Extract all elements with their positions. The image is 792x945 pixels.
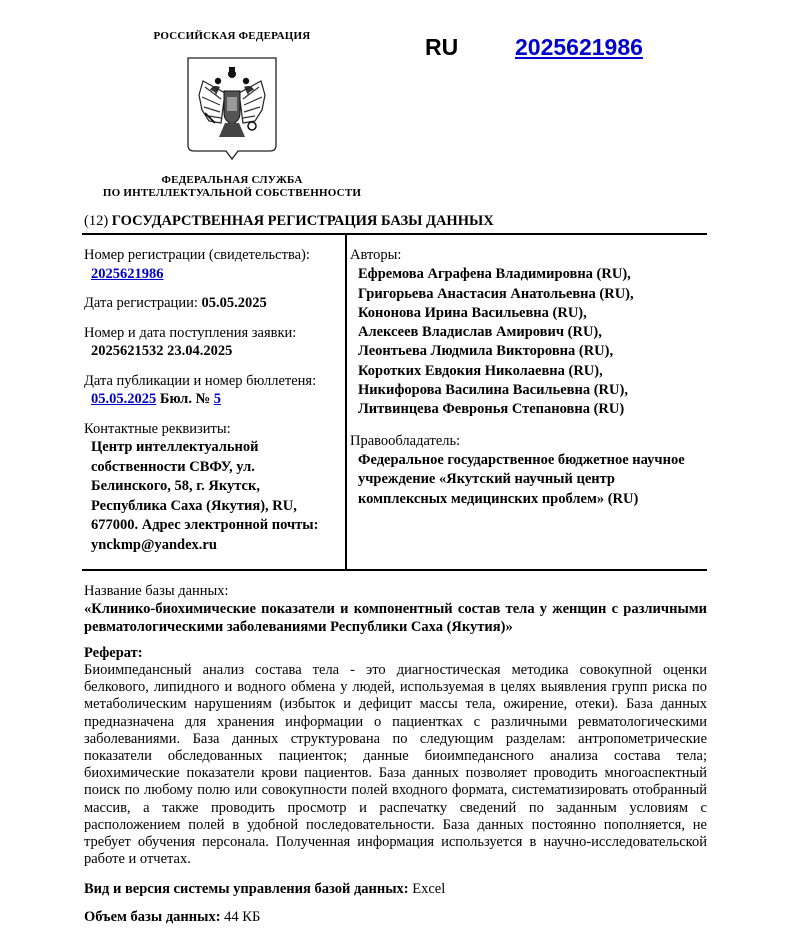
- database-size-field: [84, 908, 707, 926]
- registration-number-link[interactable]: 2025621986: [91, 265, 164, 282]
- rightholder-label: Правообладатель:: [350, 432, 461, 449]
- database-size-value: 44 КБ: [224, 909, 261, 926]
- bibliographic-left-column: [84, 246, 342, 566]
- kind-code: (12): [84, 213, 109, 229]
- contact-value: [84, 438, 342, 555]
- author-item: Алексеев Владислав Амирович (RU),: [358, 324, 602, 341]
- author-item: Никифорова Василина Васильевна (RU),: [358, 382, 628, 399]
- abstract-text: Биоимпедансный анализ состава тела - это диагностическая методика совокупной оценки белкового, липидного и водного обмена у людей, используемая в целях выявления групп риска по метаболическим нарушениям (избыток и дефицит массы тела, ожирение, отеки). База данных предназначена для хранения информации о пациентках с различными ревматологическими заболеваниями. База данных структурована по следующим разделам: антропометрические показатели обследованных пациенток; данные биоимпедансного анализа состава тела; биохимические показатели крови пациентов. База данных позволяет проводить многоаспектный поиск по любому полю или совокупности полей входного формата, систематизировать отобранный массив, а также проводить просмотр и распечатку сведений по заданным условиям с расположением полей в удобной последовательности. База данных постоянно пополняется, не требует обучения персонала. Полученная информация используется в научно-исследовательской работе и отчетах.: [84, 662, 707, 868]
- registration-date-label: Дата регистрации:: [84, 295, 198, 311]
- contact-line: Центр интеллектуальной: [91, 439, 259, 455]
- database-name-label: Название базы данных:: [84, 583, 229, 599]
- document-kind: [84, 213, 494, 230]
- application-label: Номер и дата поступления заявки:: [84, 324, 297, 341]
- database-size-label: Объем базы данных:: [84, 909, 221, 926]
- contact-line: Белинского, 58, г. Якутск,: [91, 478, 260, 494]
- authors-list: [350, 265, 710, 419]
- column-divider: [345, 234, 347, 569]
- author-item: Кононова Ирина Васильевна (RU),: [358, 304, 587, 321]
- registration-date-value: 05.05.2025: [201, 295, 267, 311]
- country-name: РОССИЙСКАЯ ФЕДЕРАЦИЯ: [153, 30, 311, 42]
- bulletin-number-link[interactable]: 5: [213, 391, 222, 407]
- contact-line: собственности СВФУ, ул.: [91, 458, 255, 475]
- document-number: [515, 34, 643, 61]
- contact-line: 677000. Адрес электронной почты:: [91, 517, 319, 533]
- agency-line-2: ПО ИНТЕЛЛЕКТУАЛЬНОЙ СОБСТВЕННОСТИ: [102, 187, 362, 199]
- publication-date-link[interactable]: 05.05.2025: [91, 391, 157, 407]
- country-code: RU: [425, 34, 459, 60]
- contact-email: ynckmp@yandex.ru: [91, 536, 217, 553]
- rightholder-value: [350, 451, 710, 509]
- dbms-field: [84, 880, 707, 898]
- author-item: Григорьева Анастасия Анатольевна (RU),: [358, 285, 634, 302]
- author-item: Леонтьева Людмила Викторовна (RU),: [358, 343, 614, 360]
- contact-line: Республика Саха (Якутия), RU,: [91, 497, 297, 514]
- russian-coat-of-arms-icon: [185, 55, 279, 162]
- contact-label: Контактные реквизиты:: [84, 420, 231, 437]
- publication-label: Дата публикации и номер бюллетеня:: [84, 372, 317, 389]
- rightholder-line: комплексных медицинских проблем» (RU): [358, 490, 639, 507]
- bulletin-prefix: Бюл. №: [159, 391, 211, 407]
- registration-date-field: [84, 294, 342, 313]
- bibliographic-right-column: [350, 246, 710, 509]
- author-item: Ефремова Аграфена Владимировна (RU),: [358, 266, 631, 283]
- registration-number-label: Номер регистрации (свидетельства):: [84, 247, 310, 263]
- authors-label: Авторы:: [350, 247, 402, 263]
- dbms-value: Excel: [412, 881, 446, 898]
- rightholder-line: учреждение «Якутский научный центр: [358, 471, 615, 488]
- table-bottom-rule: [82, 569, 707, 571]
- agency-name: [82, 174, 382, 200]
- database-description: [84, 582, 707, 926]
- publication-field: [84, 372, 342, 409]
- application-field: [84, 324, 342, 361]
- author-item: Литвинцева Февронья Степановна (RU): [358, 401, 625, 418]
- registration-number-field: [84, 246, 342, 283]
- contact-field: [84, 420, 342, 556]
- table-top-rule: [82, 233, 707, 235]
- rightholder-line: Федеральное государственное бюджетное научное: [358, 451, 685, 468]
- application-value: 2025621532 23.04.2025: [91, 343, 233, 359]
- agency-line-1: ФЕДЕРАЛЬНАЯ СЛУЖБА: [161, 174, 303, 186]
- kind-title: ГОСУДАРСТВЕННАЯ РЕГИСТРАЦИЯ БАЗЫ ДАННЫХ: [111, 213, 494, 229]
- document-number-link[interactable]: 2025621986: [515, 34, 643, 60]
- abstract-heading: Реферат:: [84, 645, 143, 661]
- dbms-label: Вид и версия системы управления базой данных:: [84, 881, 409, 898]
- author-item: Коротких Евдокия Николаевна (RU),: [358, 362, 603, 379]
- rightholder-field: [350, 432, 710, 509]
- database-name: «Клинико-биохимические показатели и компонентный состав тела у женщин с различными ревматологическими заболеваниями Республики Саха (Якутия)»: [84, 601, 707, 635]
